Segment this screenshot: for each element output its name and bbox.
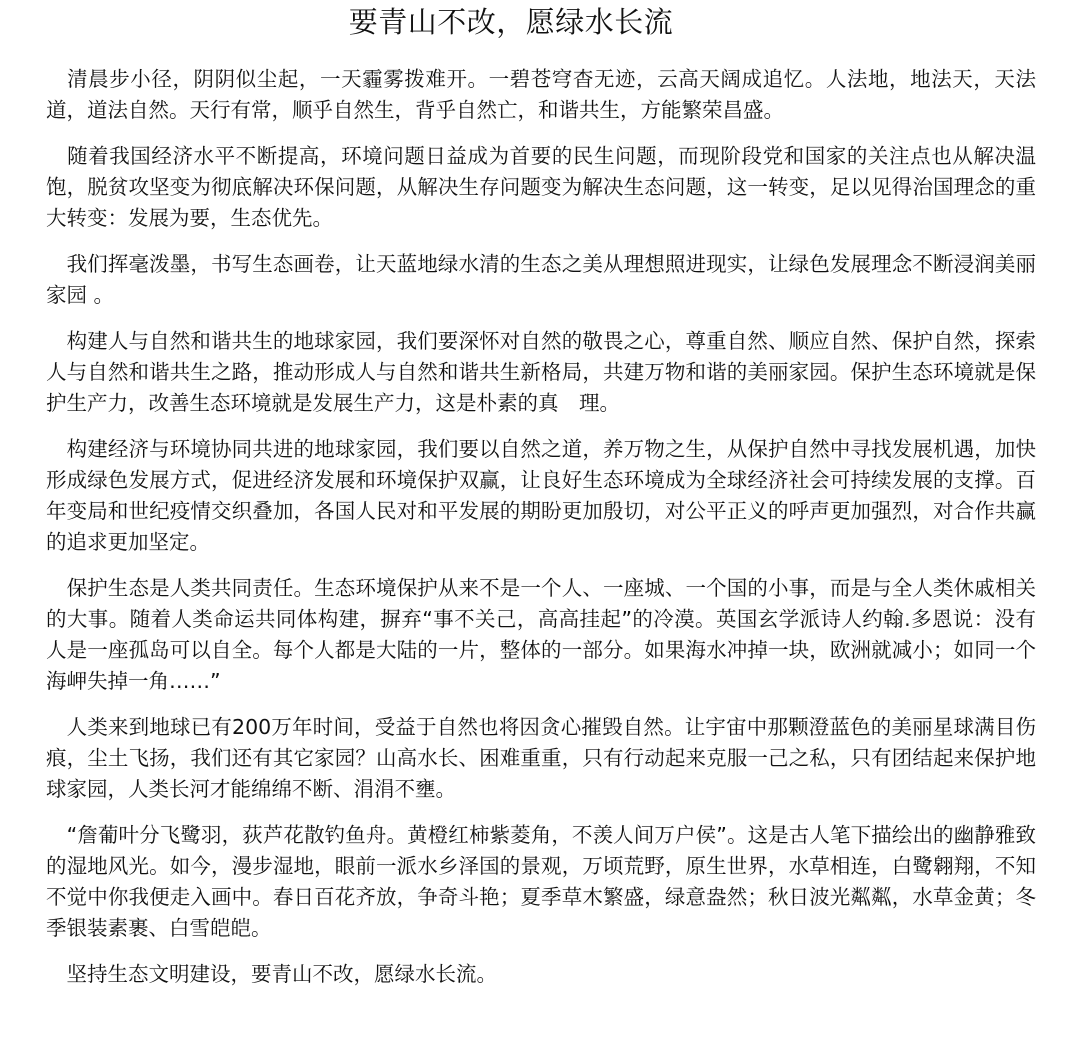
paragraph-8: “詹葡叶分飞鹭羽，荻芦花散钓鱼舟。黄橙红柿紫菱角，不羡人间万户侯”。这是古人笔下描绘出的幽静雅致的湿地风光。如今，漫步湿地，眼前一派水乡泽国的景观，万顷荒野，原生世界，水草相连，白鹭翱翔，不知不觉中你我便走入画中。春日百花齐放，争奇斗艳；夏季草木繁盛，绿意盎然；秋日波光粼粼，水草金黄；冬季银装素裹、白雪皑皑。 bbox=[46, 823, 1036, 940]
paragraph-7: 人类来到地球已有200万年时间，受益于自然也将因贪心摧毁自然。让宇宙中那颗澄蓝色的美丽星球满目伤痕，尘土飞扬，我们还有其它家园？山高水长、困难重重，只有行动起来克服一己之私，只有团结起来保护地球家园，人类长河才能绵绵不断、涓涓不壅。 bbox=[46, 715, 1036, 801]
paragraph-3: 我们挥毫泼墨，书写生态画卷，让天蓝地绿水清的生态之美从理想照进现实，让绿色发展理念不断浸润美丽家园 。 bbox=[46, 252, 1036, 307]
paragraph-2: 随着我国经济水平不断提高，环境问题日益成为首要的民生问题，而现阶段党和国家的关注点也从解决温饱，脱贫攻坚变为彻底解决环保问题，从解决生存问题变为解决生态问题，这一转变，足以见得治国理念的重大转变：发展为要，生态优先。 bbox=[46, 144, 1036, 230]
paragraph-4: 构建人与自然和谐共生的地球家园，我们要深怀对自然的敬畏之心，尊重自然、顺应自然、保护自然，探索人与自然和谐共生之路，推动形成人与自然和谐共生新格局，共建万物和谐的美丽家园。保护生态环境就是保护生产力，改善生态环境就是发展生产力，这是朴素的真 理。 bbox=[46, 329, 1036, 415]
paragraph-5: 构建经济与环境协同共进的地球家园，我们要以自然之道，养万物之生，从保护自然中寻找发展机遇，加快形成绿色发展方式，促进经济发展和环境保护双赢，让良好生态环境成为全球经济社会可持续发展的支撑。百年变局和世纪疫情交织叠加，各国人民对和平发展的期盼更加殷切，对公平正义的呼声更加强烈，对合作共赢的追求更加坚定。 bbox=[46, 437, 1036, 554]
paragraph-9: 坚持生态文明建设，要青山不改，愿绿水长流。 bbox=[46, 962, 497, 986]
essay-title: 要青山不改，愿绿水长流 bbox=[348, 5, 674, 39]
paragraph-1: 清晨步小径，阴阴似尘起，一天霾雾拨难开。一碧苍穹杳无迹，云高天阔成追忆。人法地，地法天，天法道，道法自然。天行有常，顺乎自然生，背乎自然亡，和谐共生，方能繁荣昌盛。 bbox=[46, 67, 1036, 122]
paragraph-6: 保护生态是人类共同责任。生态环境保护从来不是一个人、一座城、一个国的小事，而是与全人类休戚相关的大事。随着人类命运共同体构建，摒弃“事不关己，高高挂起”的冷漠。英国玄学派诗人约翰.多恩说：没有人是一座孤岛可以自全。每个人都是大陆的一片，整体的一部分。如果海水冲掉一块，欧洲就减小；如同一个海岬失掉一角……” bbox=[46, 576, 1036, 693]
